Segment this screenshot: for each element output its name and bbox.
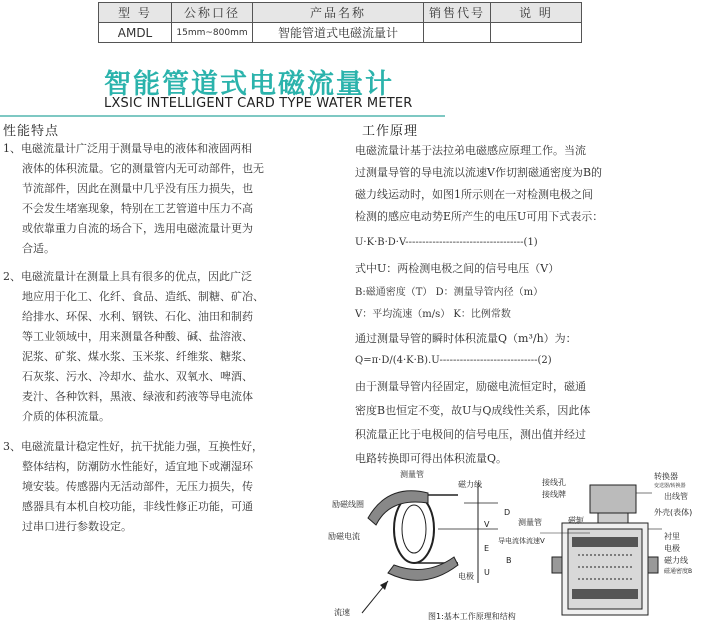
features-line: 介质的体积流量。 (22, 410, 110, 423)
header-cell-sales-code: 销售代号 (424, 3, 491, 23)
label-excitation-coil: 励磁线圈 (332, 500, 364, 509)
header-cell-diameter: 公称口径 (172, 3, 253, 23)
label-flow-velocity: 流速 (334, 608, 350, 617)
electrode-left (552, 557, 562, 573)
features-line: 整体结构，防潮防水性能好，适宜地下或潮湿环 (22, 460, 253, 473)
cell-product-name: 智能管道式电磁流量计 (253, 23, 424, 43)
principle-line: 式中U：两检测电极之间的信号电压（V） (355, 262, 560, 275)
features-line: 2、电磁流量计在测量上具有很多的优点，因此广泛 (3, 270, 252, 283)
label-cable: 出线管 (664, 492, 688, 501)
features-line: 等工业领域中，用来测量各种酸、碱、盐溶液、 (22, 330, 253, 343)
label-e: E (484, 544, 490, 553)
label-u: U (484, 568, 490, 577)
header-cell-product-name: 产品名称 (253, 3, 424, 23)
tube-inner-rim (402, 505, 426, 553)
principle-line: 磁力线运动时，如图1所示则在一对检测电极之间 (355, 188, 593, 201)
cell-notes (491, 23, 582, 43)
label-electrode: 电极 (458, 572, 474, 581)
spec-table-header-row (99, 3, 582, 23)
features-line: 石灰浆、污水、冷却水、盐水、双氧水、啤酒、 (22, 370, 253, 383)
features-line: 不会发生堵塞现象，特别在工艺管道中压力不高 (22, 202, 253, 215)
label-flux-density: 磁通密度B (664, 568, 693, 575)
converter-neck (598, 513, 628, 523)
figure-caption: 图1:基本工作原理和结构 (428, 612, 516, 621)
principle-heading: 工作原理 (362, 124, 419, 139)
features-heading: 性能特点 (3, 124, 60, 139)
label-excitation-current: 励磁电流 (328, 532, 360, 541)
principle-line: 过测量导管的导电流以流速V作切割磁通密度为B的 (355, 166, 603, 179)
features-line: 或依靠重力自流的场合下，选用电磁流量计更为 (22, 222, 253, 235)
label-magnetic-line-2: 磁力线 (664, 556, 688, 565)
label-conductive-fluid: 导电流体流速V (498, 537, 545, 545)
label-measure-tube: 测量管 (400, 470, 424, 479)
header-cell-model: 型 号 (99, 3, 172, 23)
principle-line: 密度B也恒定不变，故U与Q成线性关系，因此体 (355, 404, 591, 417)
cell-diameter: 15mm~800mm (172, 23, 253, 43)
principle-line: 通过测量导管的瞬时体积流量Q（m³/h）为： (355, 332, 577, 345)
figure-working-principle (328, 463, 720, 621)
header-cell-notes: 说 明 (491, 3, 582, 23)
features-line: 合适。 (22, 242, 55, 255)
features-line: 节流部件，因此在测量中几乎没有压力损失，也 (22, 182, 253, 195)
cell-model: AMDL (99, 23, 172, 43)
label-converter: 转换器 (654, 472, 678, 481)
label-measure-tube-2: 测量管 (518, 518, 542, 527)
principle-line: 由于测量导管内径固定，励磁电流恒定时，磁通 (355, 380, 586, 393)
label-shell: 外壳(表体) (654, 508, 693, 517)
label-b: B (506, 556, 512, 565)
label-magnetic-line: 磁力线 (458, 480, 482, 489)
label-v: V (484, 520, 490, 529)
features-line: 给排水、环保、水利、钢铁、石化、油田和制药 (22, 310, 253, 323)
label-electrode-2: 电极 (664, 544, 680, 553)
label-liner: 衬里 (664, 532, 680, 541)
principle-line: B:磁通密度（T） D：测量导管内径（m） (355, 287, 544, 298)
features-line: 过串口进行参数设定。 (22, 520, 132, 533)
label-wiring-hole: 接线孔 (542, 478, 566, 487)
cell-sales-code (424, 23, 491, 43)
page-title: 智能管道式电磁流量计 (104, 69, 394, 100)
features-line: 麦汁、各种饮料，黑液、绿液和药液等导电流体 (22, 390, 253, 403)
features-line: 泥浆、矿浆、煤水浆、玉米浆、纤维浆、糖浆、 (22, 350, 253, 363)
features-line: 地应用于化工、化纤、食品、造纸、制糖、矿冶、 (22, 290, 264, 303)
label-converter-sub: 变送器/转换器 (654, 483, 686, 489)
left-schematic (328, 469, 512, 617)
features-line: 感器具有本机自校功能，非线性修正功能，可通 (22, 500, 253, 513)
principle-line: 检测的感应电动势E所产生的电压U可用下式表示： (355, 210, 604, 223)
magnetic-yoke-top (572, 537, 638, 547)
principle-line: 电磁流量计基于法拉弟电磁感应原理工作。当流 (355, 144, 586, 157)
electrode-right (648, 557, 658, 573)
principle-line: 电路转换即可得出体积流量Q。 (355, 452, 508, 465)
spec-table-data-row (99, 23, 582, 43)
magnetic-yoke-bottom (572, 589, 638, 599)
right-schematic (498, 471, 692, 615)
principle-line: V：平均流速（m/s） K：比例常数 (355, 309, 511, 320)
title-divider (0, 115, 445, 117)
principle-line: 积流量正比于电极间的信号电压，测出值并经过 (355, 428, 586, 441)
label-d: D (504, 508, 511, 517)
features-line: 境安装。传感器内无活动部件，无压力损失，传 (22, 480, 253, 493)
spec-table (98, 2, 582, 43)
label-magnetic-yoke: 磁轭 (568, 516, 584, 525)
figure-diagram (328, 463, 720, 621)
features-line: 3、电磁流量计稳定性好，抗干扰能力强，互换性好， (3, 440, 263, 453)
principle-equation-1: U·K·B·D·V-----------------------------------(1) (355, 237, 538, 248)
page-subtitle: LXSIC INTELLIGENT CARD TYPE WATER METER (104, 96, 413, 111)
principle-equation-2: Q=π·D/(4·K·B).U-----------------------------(2) (355, 355, 552, 366)
features-line: 1、电磁流量计广泛用于测量导电的液体和液固两相 (3, 142, 252, 155)
converter-box (590, 485, 636, 513)
label-wiring-plate: 接线牌 (542, 490, 566, 499)
features-line: 液体的体积流量。它的测量管内无可动部件，也无 (22, 162, 264, 175)
